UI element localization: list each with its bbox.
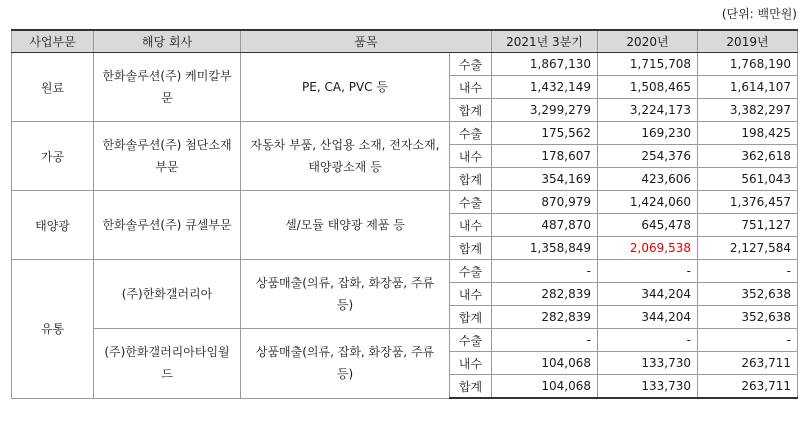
value-2021q3: 178,607 [492, 145, 598, 168]
value-2019: 352,638 [698, 306, 798, 329]
type-cell: 수출 [450, 329, 492, 352]
value-2020: 1,715,708 [598, 53, 698, 76]
value-2019: 1,376,457 [698, 191, 798, 214]
segment-cell: 태양광 [12, 191, 94, 260]
table-row [12, 53, 798, 76]
type-cell: 내수 [450, 145, 492, 168]
value-2021q3: 1,432,149 [492, 76, 598, 99]
segment-cell: 유통 [12, 260, 94, 399]
value-2020: 3,224,173 [598, 99, 698, 122]
value-2019: 263,711 [698, 352, 798, 375]
header-item: 품목 [241, 30, 492, 53]
value-2021q3: 870,979 [492, 191, 598, 214]
type-cell: 수출 [450, 260, 492, 283]
segment-cell: 가공 [12, 122, 94, 191]
item-cell: 상품매출(의류, 잡화, 화장품, 주류 등) [241, 329, 450, 399]
value-2020: 2,069,538 [598, 237, 698, 260]
value-2020: 254,376 [598, 145, 698, 168]
value-2019: - [698, 329, 798, 352]
type-cell: 합계 [450, 375, 492, 399]
table-row [12, 329, 798, 352]
header-company: 해당 회사 [94, 30, 241, 53]
type-cell: 합계 [450, 168, 492, 191]
value-2021q3: 175,562 [492, 122, 598, 145]
company-cell: (주)한화갤러리아타임월드 [94, 329, 241, 399]
type-cell: 합계 [450, 99, 492, 122]
value-2020: 344,204 [598, 306, 698, 329]
value-2019: 3,382,297 [698, 99, 798, 122]
value-2019: - [698, 260, 798, 283]
value-2020: 344,204 [598, 283, 698, 306]
value-2019: 198,425 [698, 122, 798, 145]
value-2019: 1,768,190 [698, 53, 798, 76]
value-2021q3: - [492, 260, 598, 283]
value-2021q3: 487,870 [492, 214, 598, 237]
unit-note: (단위: 백만원) [721, 7, 797, 21]
value-2020: - [598, 329, 698, 352]
table-row [12, 122, 798, 145]
value-2019: 751,127 [698, 214, 798, 237]
sales-table [11, 29, 798, 399]
item-cell: 상품매출(의류, 잡화, 화장품, 주류 등) [241, 260, 450, 329]
value-2020: 1,424,060 [598, 191, 698, 214]
segment-cell: 원료 [12, 53, 94, 122]
value-2021q3: 1,867,130 [492, 53, 598, 76]
value-2021q3: 1,358,849 [492, 237, 598, 260]
type-cell: 합계 [450, 306, 492, 329]
company-cell: (주)한화갤러리아 [94, 260, 241, 329]
value-2021q3: 282,839 [492, 306, 598, 329]
value-2020: 423,606 [598, 168, 698, 191]
item-cell: 자동차 부품, 산업용 소재, 전자소재, 태양광소재 등 [241, 122, 450, 191]
value-2021q3: 104,068 [492, 352, 598, 375]
type-cell: 내수 [450, 283, 492, 306]
header-2019: 2019년 [698, 30, 798, 53]
header-segment: 사업부문 [12, 30, 94, 53]
item-cell: 셀/모듈 태양광 제품 등 [241, 191, 450, 260]
value-2019: 352,638 [698, 283, 798, 306]
value-2020: 133,730 [598, 352, 698, 375]
type-cell: 내수 [450, 352, 492, 375]
type-cell: 수출 [450, 53, 492, 76]
type-cell: 수출 [450, 191, 492, 214]
value-2021q3: 282,839 [492, 283, 598, 306]
value-2020: 645,478 [598, 214, 698, 237]
company-cell: 한화솔루션(주) 큐셀부문 [94, 191, 241, 260]
value-2021q3: - [492, 329, 598, 352]
header-2021q3: 2021년 3분기 [492, 30, 598, 53]
type-cell: 합계 [450, 237, 492, 260]
type-cell: 내수 [450, 76, 492, 99]
table-row [12, 191, 798, 214]
value-2019: 2,127,584 [698, 237, 798, 260]
value-2019: 561,043 [698, 168, 798, 191]
value-2021q3: 104,068 [492, 375, 598, 399]
value-2020: 1,508,465 [598, 76, 698, 99]
item-cell: PE, CA, PVC 등 [241, 53, 450, 122]
value-2019: 1,614,107 [698, 76, 798, 99]
value-2019: 263,711 [698, 375, 798, 399]
company-cell: 한화솔루션(주) 케미칼부문 [94, 53, 241, 122]
company-cell: 한화솔루션(주) 첨단소재부문 [94, 122, 241, 191]
value-2021q3: 3,299,279 [492, 99, 598, 122]
value-2021q3: 354,169 [492, 168, 598, 191]
table-row [12, 260, 798, 283]
value-2019: 362,618 [698, 145, 798, 168]
type-cell: 수출 [450, 122, 492, 145]
value-2020: 133,730 [598, 375, 698, 399]
value-2020: 169,230 [598, 122, 698, 145]
value-2020: - [598, 260, 698, 283]
header-2020: 2020년 [598, 30, 698, 53]
header-row [12, 30, 798, 53]
type-cell: 내수 [450, 214, 492, 237]
